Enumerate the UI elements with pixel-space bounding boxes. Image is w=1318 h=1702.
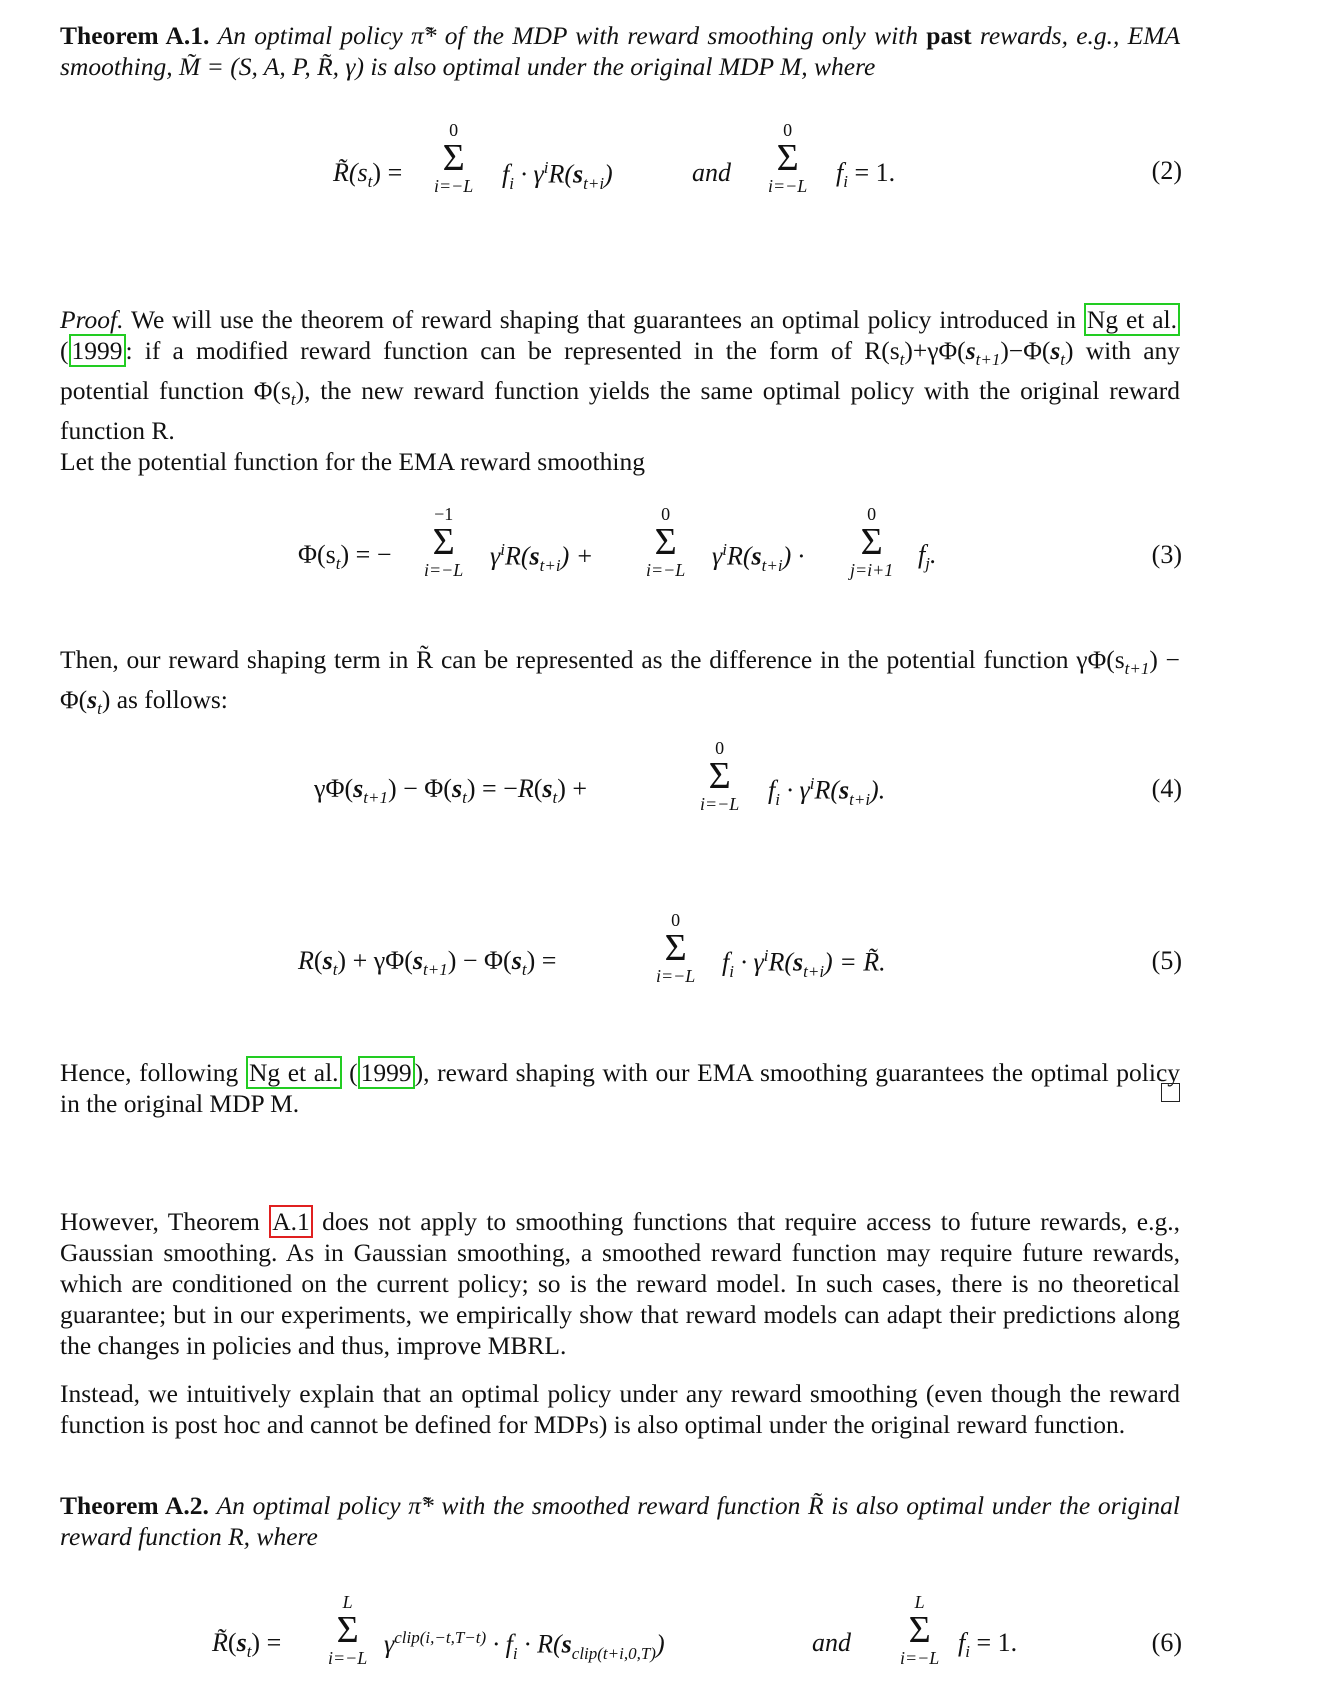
citation-ng-et-al[interactable]: Ng et al. [1084,303,1180,336]
eq6-lhs: $R̃(s_t)$ = [212,1628,282,1662]
eq2-rhs: $f_i = 1$. [836,158,896,192]
eq2-sum: 0 Σ i=−L [434,120,474,196]
eq5-number: (5) [1151,946,1182,975]
hence-paragraph: Hence, following Ng et al. ( 1999 ), reward shaping with our EMA smoothing guarantees the optimal policy in the original MDP M. [60,1058,1181,1118]
eq2-number: (2) [1151,156,1182,185]
theorem-a1 [60,20,1180,82]
proof-label: Proof. [60,305,124,334]
however-text-1: However, Theorem [60,1207,260,1236]
eq5-sum: 0 Σ i=−L [656,910,696,986]
citation-1999-2[interactable]: 1999 [358,1056,415,1089]
citation-1999[interactable]: 1999 [69,334,126,367]
theorem-a1-text-2: rewards, e.g., EMA smoothing, M̃ = (S, A, P, R̃, γ) is also optimal under the original MDP M, where [60,21,1181,81]
eq3-term-1: $\gamma^iR(s_{t+i})$ + [490,540,594,575]
eq4-lhs: $\gamma\Phi(s_{t+1}) - \Phi(s_t) = -R(s_t)$ + [314,774,588,808]
equation-6 [0,1592,1318,1702]
instead-paragraph: Instead, we intuitively explain that an optimal policy under any reward smoothing (even though the reward function is post hoc and cannot be defined for MDPs) is also optimal under the original reward function. [60,1379,1180,1439]
eq4-term: $f_i \cdot \gamma^iR(s_{t+i})$. [768,774,886,809]
theorem-ref-a1[interactable]: A.1 [269,1205,313,1238]
eq2-term: $f_i \cdot \gamma^iR(s_{t+i})$ [502,158,613,193]
hence-text-2: ), reward shaping with our EMA smoothing guarantees the optimal policy in the original MDP M. [60,1058,1181,1118]
eq3-lhs: $\Phi(s_t)$ = − [298,540,392,574]
then-paragraph: Then, our reward shaping term in R̃ can be represented as the difference in the potential function $\gamma\Phi(s_{t+1}) - \Phi(s_t)$ as follows: [60,645,1180,719]
eq4-number: (4) [1151,774,1182,803]
theorem-a1-emphasis: past [926,21,972,50]
theorem-a2 [60,1490,1180,1552]
eq3-sum-2: 0 Σ i=−L [646,504,686,580]
eq6-and: and [812,1628,851,1657]
equation-2 [0,120,1318,230]
proof-text-3: with any potential function Φ(s [60,336,1181,406]
theorem-a2-text: An optimal policy π̃* with the smoothed reward function R̃ is also optimal under the original reward function R, where [60,1491,1181,1551]
proof-text-1: We will use the theorem of reward shaping that guarantees an optimal policy introduced in [130,305,1077,334]
eq6-rhs: $f_i = 1$. [958,1628,1018,1662]
theorem-a1-text-1: An optimal policy π̃* of the MDP with reward smoothing only with [217,21,919,50]
theorem-a1-label: Theorem A.1. [60,21,210,50]
however-paragraph [60,1206,1180,1361]
eq5-lhs: $R(s_t) + \gamma\Phi(s_{t+1}) - \Phi(s_t)$ = [298,946,557,980]
equation-5 [0,910,1318,1020]
potential-intro: Let the potential function for the EMA reward smoothing [60,447,645,476]
theorem-a2-label: Theorem A.2. [60,1491,209,1520]
proof-text-2: : if a modified reward function can be represented in the form of R(s [125,336,900,365]
proof-paragraph: Proof. We will use the theorem of reward shaping that guarantees an optimal policy introduced in Ng et al. ( 1999 : if a modified reward function can be represented in the form of $R(s_t)+\gamma\Phi(s_{t+1})-\Phi(s_t)$ with any potential function $\Phi(s_t)$, the new reward function yields the same optimal policy with the original reward function R. [60,305,1181,446]
equation-3 [0,504,1318,620]
eq2-sum-2: 0 Σ i=−L [768,120,808,196]
eq5-term: $f_i \cdot \gamma^iR(s_{t+i})$ = R̃. [722,946,886,981]
however-text-2: does not apply to smoothing functions that require access to future rewards, e.g., Gaussian smoothing. As in Gaussian smoothing, a smoothed reward function may require future rewards, which are conditioned on the current policy; so is the reward model. In such cases, there is no theoretical guarantee; but in our experiments, we empirically show that reward models can adapt their predictions along the changes in policies and thus, improve MBRL. [60,1207,1180,1360]
eq3-number: (3) [1151,540,1182,569]
citation-ng-et-al-2[interactable]: Ng et al. [246,1056,342,1089]
eq3-term-3: $f_j$. [918,540,937,574]
hence-text-1: Hence, following [60,1058,239,1087]
eq6-sum-2: L Σ i=−L [900,1592,940,1668]
equation-4 [0,738,1318,848]
eq3-sum-3: 0 Σ j=i+1 [850,504,894,580]
eq3-term-2: $\gamma^iR(s_{t+i})$ · [712,540,805,575]
proof-text-4: the new reward function yields the same optimal policy with the original reward function R. [60,376,1180,446]
eq6-number: (6) [1151,1628,1182,1657]
qed-box-icon [1161,1083,1180,1102]
eq2-lhs: $R̃(s_t)$ = [333,158,403,192]
eq4-sum: 0 Σ i=−L [700,738,740,814]
eq3-sum-1: −1 Σ i=−L [424,504,464,580]
eq2-and: and [692,158,731,187]
eq6-term: $\gamma^{clip(i,-t,T-t)} \cdot f_i \cdot R(s_{clip(t+i,0,T)})$ [384,1628,665,1663]
eq6-sum: L Σ i=−L [328,1592,368,1668]
